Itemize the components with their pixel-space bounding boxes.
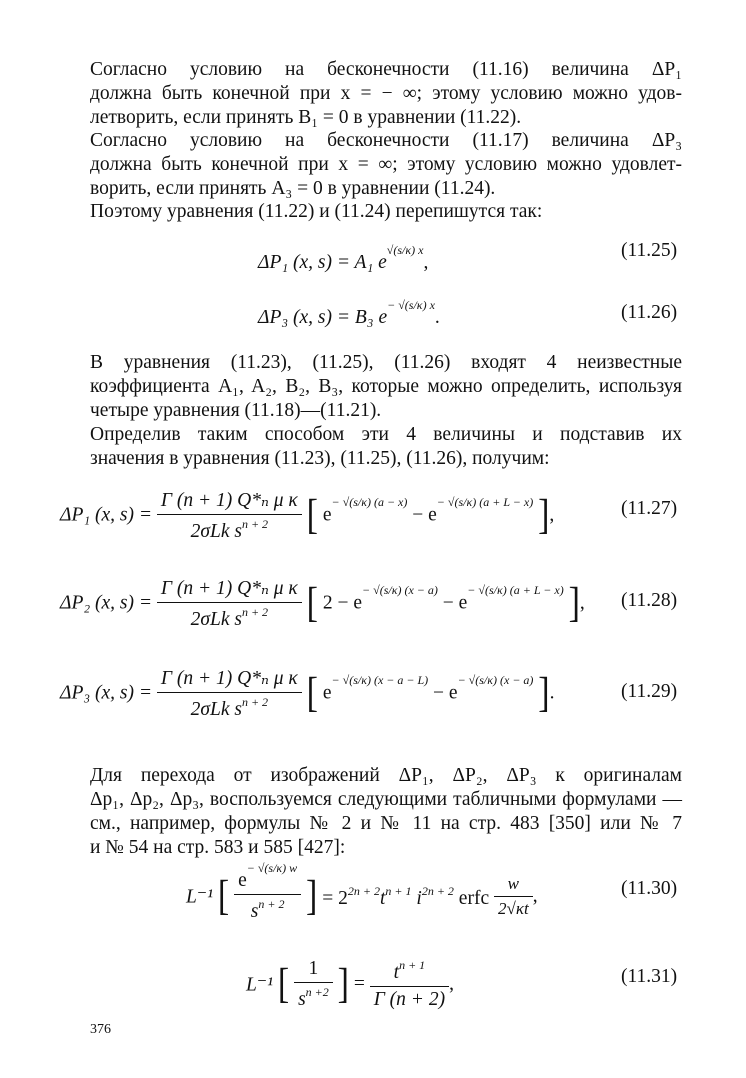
equation-number: (11.28) xyxy=(621,590,678,611)
equation-11-28: ΔP₂ (x, s) = $\frac{\text{Γ (n + 1) Q*ₙ μ κ}}{2\sigma Lk s^{n + 2}}$ [ $2 - e^{- √(s/\kappa) (x - a)} - e^{- √(s/\kappa) (a + L - x)}$ ], xyxy=(60,578,585,630)
bracket-term: 2 − e xyxy=(322,592,363,614)
equation-rhs: = $2^{2n + 2}t^{n + 1}$ $i^{2n + 2}$ erfc xyxy=(322,883,490,909)
fraction-numerator: $t^{n + 1}$ xyxy=(370,958,449,987)
equation-lhs: ΔP₃ (x, s) = B₃ e xyxy=(258,307,388,328)
left-bracket: [ xyxy=(306,579,318,626)
equation-11-29: ΔP₃ (x, s) = $\frac{\text{Γ (n + 1) Q*ₙ μ κ}}{2\sigma Lk s^{n + 2}}$ [ $e^{- √(s/\kappa) (x - a - L)} - e^{- √(s/\kappa) (x - a)}$ ]. xyxy=(60,668,555,720)
paragraph-3 xyxy=(90,200,682,224)
fraction xyxy=(294,958,333,1011)
fraction-denominator: 2σLk $s^{n + 2}$ xyxy=(190,605,269,630)
left-bracket: [ xyxy=(306,669,318,716)
right-bracket: ] xyxy=(538,669,550,716)
equation-number: (11.31) xyxy=(621,966,678,987)
equation-exponent: − √(s/κ) x xyxy=(387,298,435,312)
equation-number: (11.26) xyxy=(621,302,678,323)
text-line: четыре уравнения (11.18)—(11.21). xyxy=(90,400,382,421)
fraction-numerator: Γ (n + 1) Q*ₙ μ κ xyxy=(157,666,302,693)
fraction-numerator: $e^{- √(s/\kappa) w}$ xyxy=(234,870,301,895)
page-number: 376 xyxy=(90,1022,111,1037)
fraction-denominator: 2σLk $s^{n + 2}$ xyxy=(190,517,269,542)
fraction-numerator: Γ (n + 1) Q*ₙ μ κ xyxy=(157,488,302,515)
fraction xyxy=(157,576,302,631)
text-line: В уравнения (11.23), (11.25), (11.26) входят 4 неизвестные xyxy=(90,352,682,373)
right-bracket: ] xyxy=(306,872,318,919)
text-line: должна быть конечной при x = ∞; этому условию можно удовлет- xyxy=(90,154,682,175)
equation-exponent: − √(s/κ) (x − a) xyxy=(457,672,534,687)
equation-11-30: L⁻¹ [ $\frac{e^{- √(s/\kappa) w}}{s^{n + 2}}$ ] = $2^{2n + 2}t^{n + 1}$ $i^{2n + 2}$ erfc $\frac{w}{2√\kappa t}$ , xyxy=(186,861,538,922)
equation-tail: . xyxy=(434,307,440,328)
equation-lhs: ΔP₁ (x, s) = A₁ e xyxy=(258,252,387,273)
fraction-denominator: $s^{n + 2}$ xyxy=(250,897,285,922)
equation-exponent: − √(s/κ) (a − x) xyxy=(331,494,408,509)
fraction-denominator: Γ (n + 2) xyxy=(373,989,446,1010)
left-bracket: [ xyxy=(306,491,318,538)
text-line: ворить, если принять A₃ = 0 в уравнении (11.24). xyxy=(90,178,496,199)
fraction-numerator: w xyxy=(494,874,533,897)
fraction-denominator: 2√κt xyxy=(497,899,529,918)
fraction xyxy=(234,861,301,923)
fraction-denominator: 2σLk $s^{n + 2}$ xyxy=(190,695,269,720)
equation-exponent: − √(s/κ) (a + L − x) xyxy=(467,582,564,597)
text-line: значения в уравнения (11.23), (11.25), (11.26), получим: xyxy=(90,448,550,469)
equation-exponent: − √(s/κ) (x − a − L) xyxy=(331,672,429,687)
paragraph-4 xyxy=(90,351,682,423)
text-line: см., например, формулы № 2 и № 11 на стр. 483 [350] или № 7 xyxy=(90,813,682,834)
text-line: Согласно условию на бесконечности (11.16) величина ΔP₁ xyxy=(90,59,682,80)
left-bracket: [ xyxy=(277,960,290,1007)
paragraph-2 xyxy=(90,129,682,201)
text-line: Определив таким способом эти 4 величины и подставив их xyxy=(90,424,682,445)
equation-lhs: L⁻¹ xyxy=(186,886,213,908)
equation-lhs: L⁻¹ xyxy=(246,974,273,996)
paragraph-5 xyxy=(90,423,682,471)
fraction xyxy=(157,666,302,721)
fraction-denominator: $s^{n +2}$ xyxy=(298,985,329,1010)
bracket-term: e xyxy=(322,682,332,704)
fraction-numerator: 1 xyxy=(294,958,333,983)
right-bracket: ] xyxy=(568,579,580,626)
equation-number: (11.30) xyxy=(621,878,678,899)
text-line: Для перехода от изображений ΔP₁, ΔP₂, ΔP₃ к оригиналам xyxy=(90,765,682,786)
equation-number: (11.25) xyxy=(621,240,678,261)
text-line: летворить, если принять B₁ = 0 в уравнении (11.22). xyxy=(90,107,522,128)
bracket-term: − e xyxy=(442,592,468,614)
equation-number: (11.29) xyxy=(621,681,678,702)
fraction xyxy=(494,874,533,919)
right-bracket: ] xyxy=(538,491,550,538)
fraction xyxy=(157,488,302,543)
equation-exponent: √(s/κ) x xyxy=(386,243,424,257)
text-line: Поэтому уравнения (11.22) и (11.24) перепишутся так: xyxy=(90,201,543,222)
fraction-numerator: Γ (n + 1) Q*ₙ μ κ xyxy=(157,576,302,603)
text-line: и № 54 на стр. 583 и 585 [427]: xyxy=(90,837,346,858)
text-line: Согласно условию на бесконечности (11.17) величина ΔP₃ xyxy=(90,130,682,151)
equation-11-27: ΔP₁ (x, s) = $\frac{\text{Γ (n + 1) Q*ₙ μ κ}}{2\sigma Lk s^{n + 2}}$ [ $e^{- √(s/\kappa) (a - x)} - e^{- √(s/\kappa) (a + L - x)}$ ], xyxy=(60,490,555,542)
text-line: коэффициента A₁, A₂, B₂, B₃, которые можно определить, используя xyxy=(90,376,682,397)
equation-number: (11.27) xyxy=(621,498,678,519)
fraction xyxy=(370,958,449,1011)
text-line: Δp₁, Δp₂, Δp₃, воспользуемся следующими табличными формулами — xyxy=(90,789,682,810)
left-bracket: [ xyxy=(217,872,230,919)
paragraph-6 xyxy=(90,764,682,860)
equation-tail: , xyxy=(423,252,429,273)
equation-lhs: ΔP₃ (x, s) = xyxy=(60,682,153,704)
equation-lhs: ΔP₂ (x, s) = xyxy=(60,592,153,614)
right-bracket: ] xyxy=(337,960,349,1007)
equation-exponent: − √(s/κ) (x − a) xyxy=(362,582,438,597)
equation-exponent: − √(s/κ) (a + L − x) xyxy=(436,494,534,509)
equation-lhs: ΔP₁ (x, s) = xyxy=(60,504,153,526)
equation-11-31: L⁻¹ [ $\frac{1}{s^{n +2}}$ ] = $\frac{t^{n + 1}}{\Gamma (n + 2)}$ , xyxy=(246,958,454,1010)
bracket-term: e xyxy=(322,504,332,526)
text-line: должна быть конечной при x = − ∞; этому условию можно удов- xyxy=(90,83,682,104)
paragraph-1 xyxy=(90,58,682,130)
bracket-term: − e xyxy=(433,682,458,704)
bracket-term: − e xyxy=(412,504,437,526)
